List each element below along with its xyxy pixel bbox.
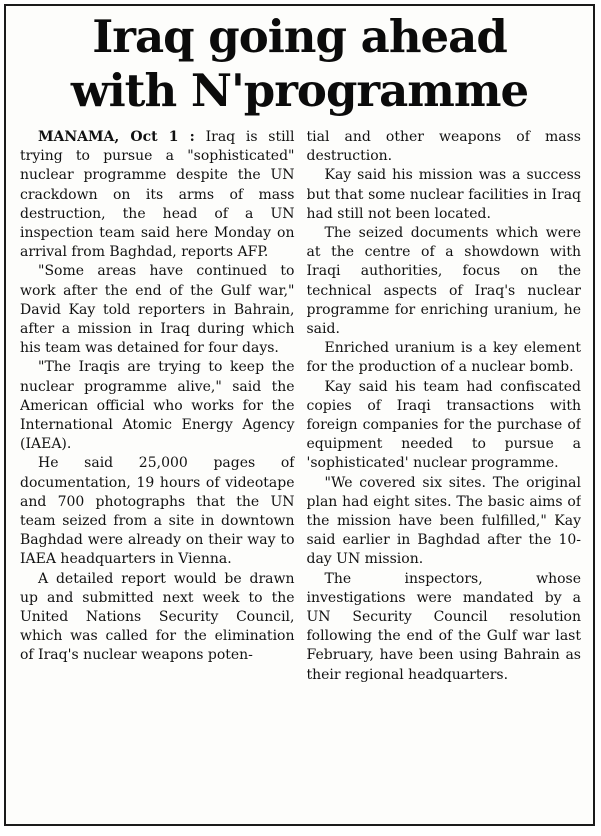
newspaper-clipping: [4, 4, 595, 826]
headline: [6, 10, 593, 118]
paragraph: The seized documents which were at the centre of a showdown with Iraqi authorities, focus on the technical aspects of Iraq's nuclear programme for enriching uranium, he said.: [306, 225, 581, 338]
paragraph: A detailed report would be drawn up and submitted next week to the United Nations Security Council, which was called for the elimination of Iraq's nuclear weapons poten-: [20, 570, 295, 664]
headline-line-2: with N'programme: [70, 64, 529, 117]
paragraph-text: Iraq is still trying to pursue a "sophisticated" nuclear programme despite the UN crackdown on its arms of mass destruction, the head of a UN inspection team said here Monday on arrival from Baghdad, reports AFP.: [20, 129, 295, 261]
paragraph: Kay said his team had confiscated copies of Iraqi transactions with foreign companies for the purchase of equipment needed to pursue a 'sophisticated' nuclear programme.: [306, 378, 581, 472]
article-body: [20, 128, 581, 820]
paragraph: [20, 128, 295, 262]
paragraph: "We covered six sites. The original plan had eight sites. The basic aims of the mission have been fulfilled," Kay said earlier in Baghdad after the 10-day UN mission.: [306, 474, 581, 568]
column-2: [307, 128, 582, 820]
paragraph: The inspectors, whose investigations were mandated by a UN Security Council resolution following the end of the Gulf war last February, have been using Bahrain as their regional headquarters.: [306, 570, 581, 683]
headline-line-1: Iraq going ahead: [92, 10, 507, 63]
paragraph: He said 25,000 pages of documentation, 19 hours of videotape and 700 photographs that the UN team seized from a site in downtown Baghdad were already on their way to IAEA headquarters in Vienna.: [20, 455, 295, 568]
paragraph: "Some areas have continued to work after the end of the Gulf war," David Kay told reporters in Bahrain, after a mission in Iraq during which his team was detained for four days.: [20, 263, 295, 357]
column-1: [20, 128, 295, 820]
paragraph-continuation: tial and other weapons of mass destruction.: [306, 129, 581, 165]
paragraph: "The Iraqis are trying to keep the nuclear programme alive," said the American official who works for the International Atomic Energy Agency (IAEA).: [20, 359, 295, 453]
dateline: MANAMA, Oct 1 :: [38, 129, 195, 145]
paragraph: Kay said his mission was a success but that some nuclear facilities in Iraq had still not been located.: [306, 167, 581, 222]
paragraph: Enriched uranium is a key element for the production of a nuclear bomb.: [306, 340, 581, 376]
